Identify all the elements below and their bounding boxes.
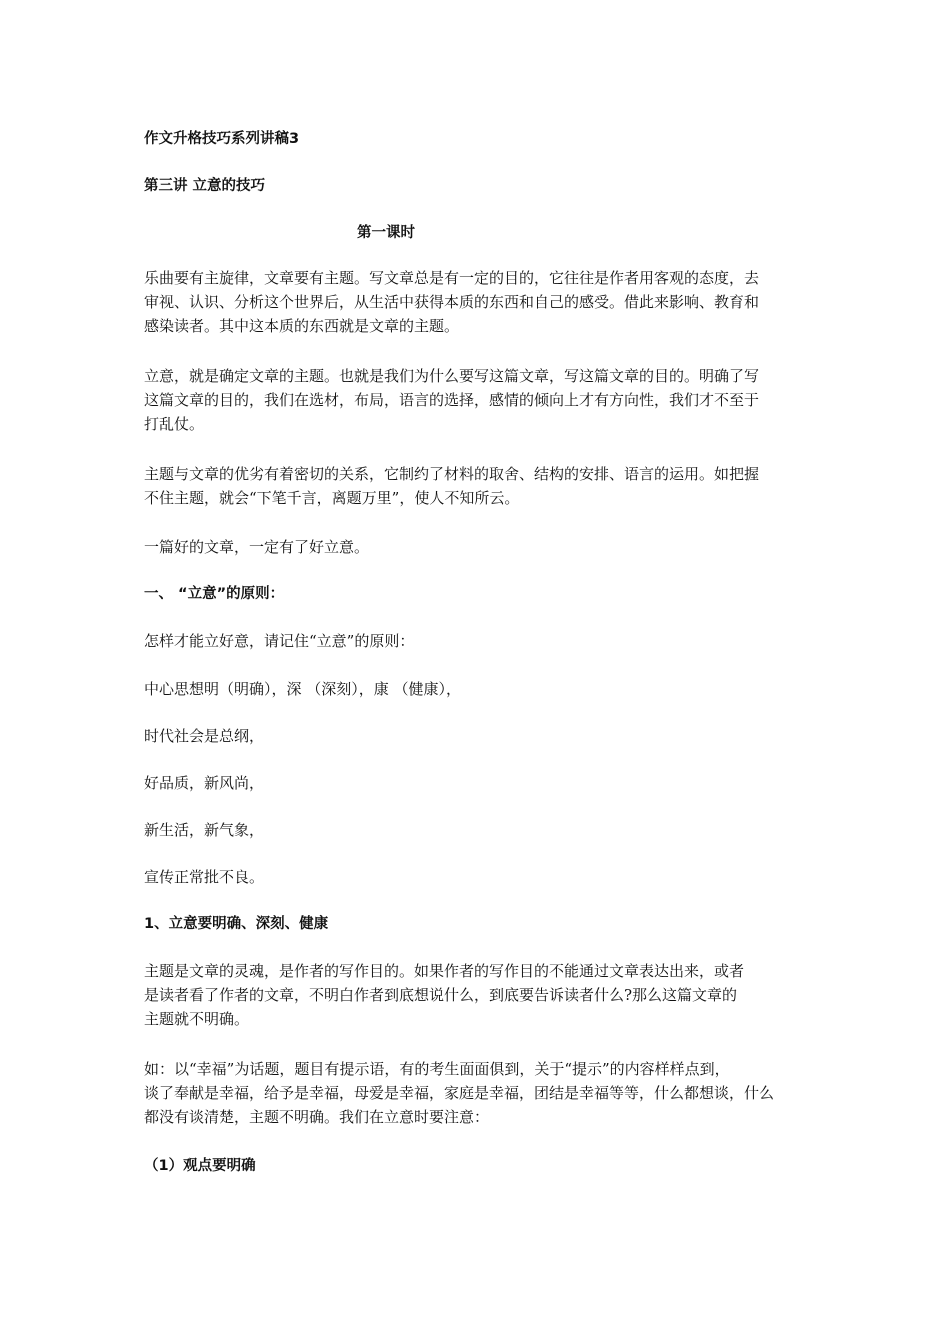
theme-paragraph-line: 主题是文章的灵魂，是作者的写作目的。如果作者的写作目的不能通过文章表达出来，或者 (144, 962, 745, 980)
definition-paragraph-line: 这篇文章的目的，我们在选材，布局，语言的选择，感情的倾向上才有方向性，我们才不至于 (144, 391, 760, 409)
section-one-heading: 一、 “立意”的原则： (144, 586, 285, 602)
example-paragraph-line: 都没有谈清楚，主题不明确。我们在立意时要注意： (144, 1108, 490, 1126)
lecture-title: 第三讲 立意的技巧 (144, 178, 266, 194)
definition-paragraph-line: 立意，就是确定文章的主题。也就是我们为什么要写这篇文章，写这篇文章的目的。明确了写 (144, 367, 760, 385)
principle-line: 中心思想明（明确），深 （深刻），康 （健康）， (144, 680, 462, 698)
example-paragraph-line: 谈了奉献是幸福，给予是幸福，母爱是幸福，家庭是幸福，团结是幸福等等，什么都想谈，什么 (144, 1084, 775, 1102)
example-paragraph (144, 1057, 810, 1129)
definition-paragraph-line: 打乱仗。 (144, 415, 205, 433)
good-article-line: 一篇好的文章，一定有了好立意。 (144, 538, 370, 556)
theme-paragraph (144, 959, 810, 1031)
intro-paragraph (144, 266, 810, 338)
principle-line: 新生活，新气象， (144, 821, 265, 839)
relation-paragraph (144, 462, 810, 510)
session-title: 第一课时 (357, 225, 415, 241)
intro-paragraph-line: 感染读者。其中这本质的东西就是文章的主题。 (144, 317, 460, 335)
example-paragraph-line: 如：以“幸福”为话题，题目有提示语，有的考生面面俱到，关于“提示”的内容样样点到， (144, 1060, 730, 1078)
definition-paragraph (144, 364, 810, 436)
theme-paragraph-line: 是读者看了作者的文章，不明白作者到底想说什么，到底要告诉读者什么?那么这篇文章的 (144, 986, 738, 1004)
principle-line: 宣传正常批不良。 (144, 868, 265, 886)
point-one-heading: （1）观点要明确 (144, 1158, 256, 1174)
relation-paragraph-line: 不住主题，就会“下笔千言，离题万里”，使人不知所云。 (144, 489, 520, 507)
principle-line: 时代社会是总纲， (144, 727, 265, 745)
principle-line: 好品质，新风尚， (144, 774, 265, 792)
intro-paragraph-line: 乐曲要有主旋律，文章要有主题。写文章总是有一定的目的，它往往是作者用客观的态度，去 (144, 269, 760, 287)
series-title: 作文升格技巧系列讲稿3 (144, 131, 300, 147)
theme-paragraph-line: 主题就不明确。 (144, 1010, 250, 1028)
principle-intro: 怎样才能立好意，请记住“立意”的原则： (144, 632, 415, 650)
subsection-one-heading: 1、立意要明确、深刻、健康 (144, 916, 329, 932)
intro-paragraph-line: 审视、认识、分析这个世界后，从生活中获得本质的东西和自己的感受。借此来影响、教育和 (144, 293, 760, 311)
relation-paragraph-line: 主题与文章的优劣有着密切的关系，它制约了材料的取舍、结构的安排、语言的运用。如把握 (144, 465, 760, 483)
